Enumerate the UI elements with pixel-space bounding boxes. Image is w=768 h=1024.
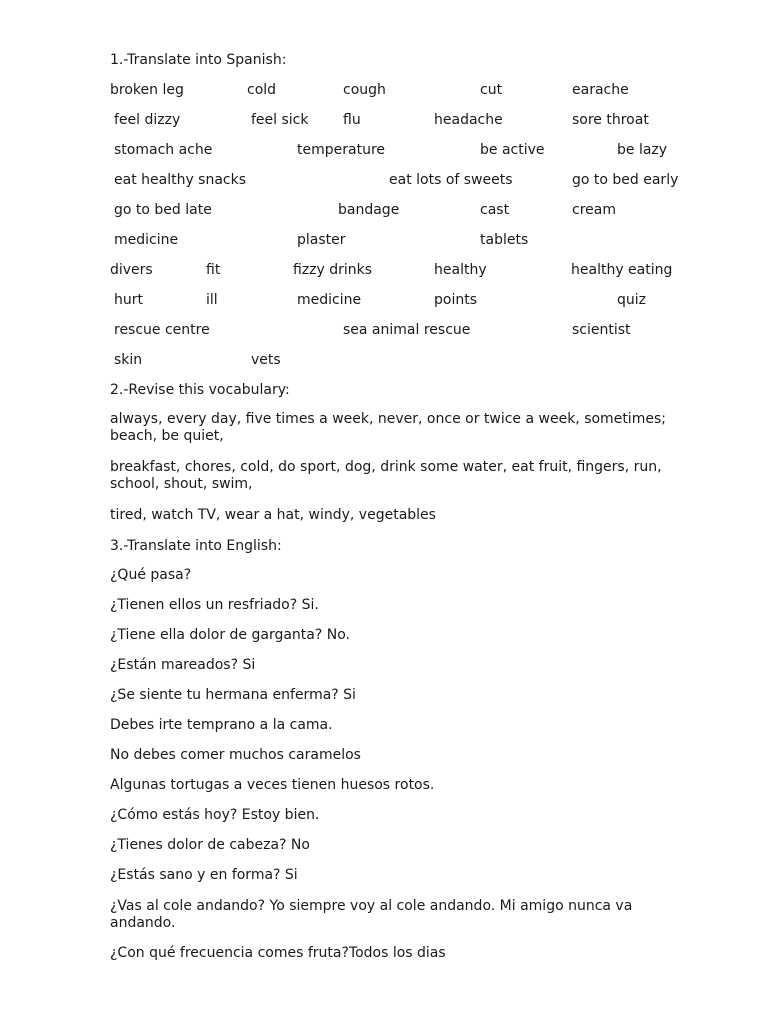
vocab-word: cold [247,82,277,98]
sentence: Debes irte temprano a la cama. [110,717,333,733]
vocab-word: ill [206,292,218,308]
vocab-word: points [434,292,477,308]
vocab-word: hurt [114,292,143,308]
vocab-word: feel dizzy [114,112,181,128]
vocab-word: cut [480,82,503,98]
vocab-word: quiz [617,292,646,308]
vocab-word: go to bed late [114,202,212,218]
vocab-word: bandage [338,202,400,218]
vocab-word: medicine [297,292,362,308]
section-3-heading-line [0,536,768,556]
sentence: ¿Están mareados? Si [110,657,256,673]
sentence: ¿Qué pasa? [110,567,192,583]
vocab-word: fit [206,262,221,278]
sentence: ¿Tienes dolor de cabeza? No [110,837,310,853]
vocab-word: fizzy drinks [293,262,373,278]
vocab-word: divers [110,262,153,278]
revise-paragraph: always, every day, five times a week, never, once or twice a week, sometimes; beach, be quiet, [110,411,666,444]
vocab-word: plaster [297,232,346,248]
section-2-heading: 2.-Revise this vocabulary: [110,382,290,398]
vocab-word: flu [343,112,361,128]
vocab-row [0,200,768,220]
vocab-word: eat healthy snacks [114,172,247,188]
vocab-row [0,170,768,190]
vocab-word: feel sick [251,112,309,128]
vocab-word: cast [480,202,510,218]
vocab-row [0,260,768,280]
vocab-row [0,230,768,250]
sentence: ¿Con qué frecuencia comes fruta?Todos los dias [110,945,446,961]
vocab-word: be active [480,142,545,158]
section-3-heading: 3.-Translate into English: [110,538,282,554]
vocab-row [0,290,768,310]
vocab-word: scientist [572,322,631,338]
vocab-word: tablets [480,232,529,248]
vocab-row [0,140,768,160]
vocab-word: headache [434,112,503,128]
vocab-row [0,320,768,340]
sentence: ¿Estás sano y en forma? Si [110,867,298,883]
vocab-word: be lazy [617,142,668,158]
vocab-word: eat lots of sweets [389,172,513,188]
vocab-word: skin [114,352,143,368]
vocab-word: sea animal rescue [343,322,471,338]
vocab-word: rescue centre [114,322,210,338]
vocab-word: healthy eating [571,262,673,278]
vocab-word: earache [572,82,629,98]
section-1-heading: 1.-Translate into Spanish: [110,52,287,68]
vocab-word: go to bed early [572,172,679,188]
sentence: ¿Cómo estás hoy? Estoy bien. [110,807,320,823]
vocab-word: broken leg [110,82,184,98]
vocab-word: sore throat [572,112,649,128]
vocab-word: cough [343,82,386,98]
vocab-word: temperature [297,142,385,158]
vocab-word: vets [251,352,281,368]
sentence: ¿Tiene ella dolor de garganta? No. [110,627,350,643]
vocab-word: stomach ache [114,142,213,158]
vocab-word: medicine [114,232,179,248]
vocab-row [0,110,768,130]
vocab-word: healthy [434,262,487,278]
sentence: Algunas tortugas a veces tienen huesos rotos. [110,777,435,793]
vocab-row [0,350,768,370]
sentence: No debes comer muchos caramelos [110,747,361,763]
vocab-row [0,80,768,100]
sentence: ¿Vas al cole andando? Yo siempre voy al cole andando. Mi amigo nunca va andando. [110,898,633,931]
sentence: ¿Tienen ellos un resfriado? Si. [110,597,319,613]
sentence: ¿Se siente tu hermana enferma? Si [110,687,356,703]
section-2-heading-line [0,380,768,400]
section-1-heading-line [0,50,768,70]
revise-paragraph: tired, watch TV, wear a hat, windy, vegetables [110,507,436,523]
revise-paragraph: breakfast, chores, cold, do sport, dog, drink some water, eat fruit, fingers, run, school, shout, swim, [110,459,662,492]
vocab-word: cream [572,202,616,218]
